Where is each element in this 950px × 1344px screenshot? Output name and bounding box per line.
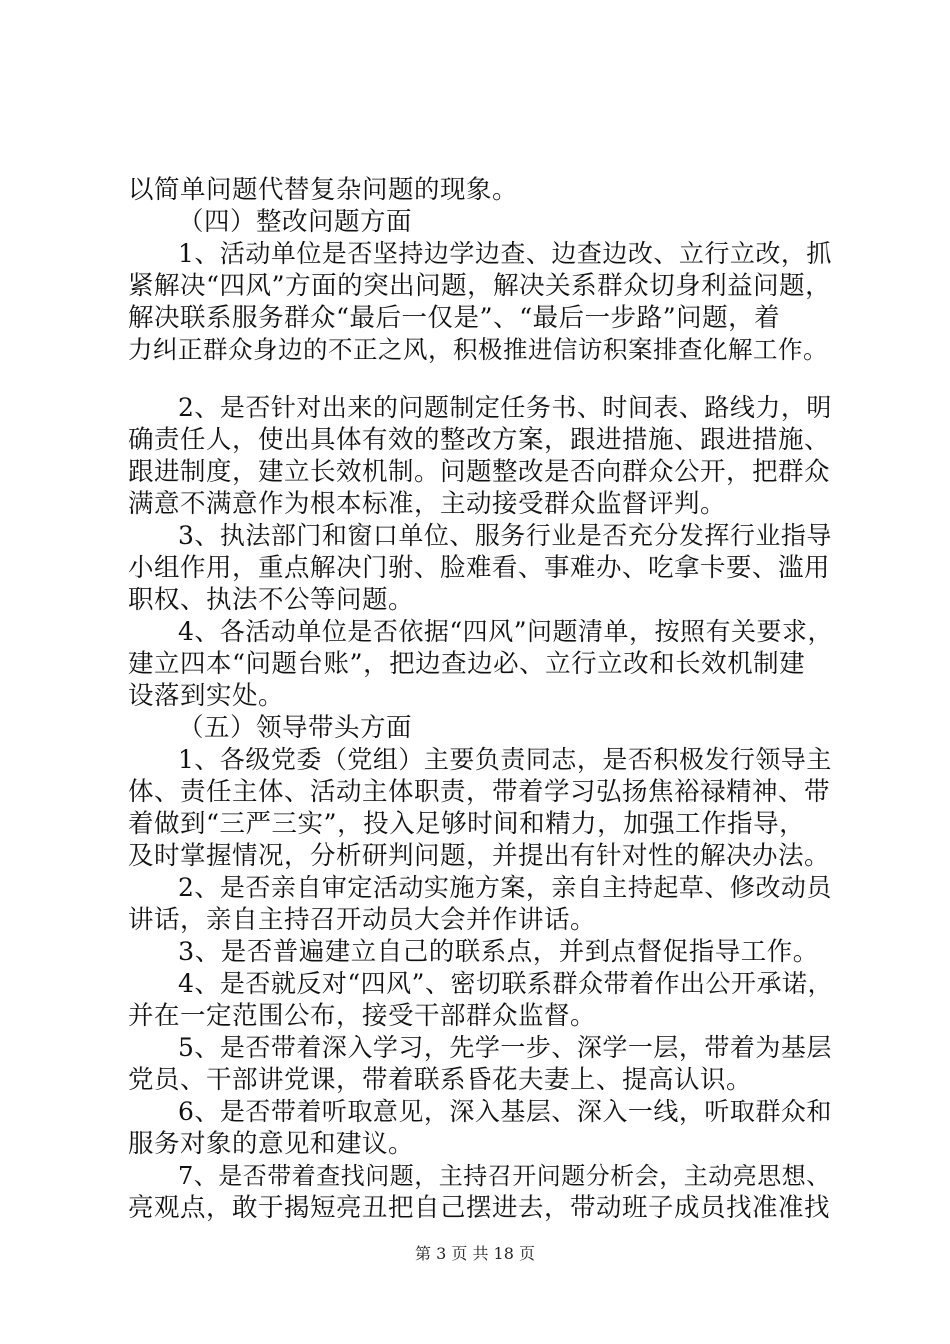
page-number: 第 3 页 共 18 页	[415, 1244, 535, 1263]
body-line: 4、是否就反对“四风”、密切联系群众带着作出公开承诺，	[178, 969, 833, 998]
body-line: 讲话，亲自主持召开动员大会并作讲话。	[128, 905, 597, 935]
body-line: 亮观点，敢于揭短亮丑把自己摆进去，带动班子成员找准准找	[128, 1193, 831, 1223]
body-line: 跟进制度，建立长效机制。问题整改是否向群众公开，把群众	[128, 457, 831, 487]
body-line: 服务对象的意见和建议。	[128, 1129, 415, 1159]
body-line: 确责任人，使出具体有效的整改方案，跟进措施、跟进措施、	[128, 425, 831, 455]
body-line: 设落到实处。	[128, 681, 285, 711]
body-line: 职权、执法不公等问题。	[128, 585, 415, 615]
body-line: 满意不满意作为根本标准，主动接受群众监督评判。	[128, 489, 727, 519]
body-line: 及时掌握情况，分析研判问题，并提出有针对性的解决办法。	[128, 841, 831, 871]
body-line: 3、是否普遍建立自己的联系点，并到点督促指导工作。	[178, 937, 819, 967]
body-line: 小组作用，重点解决门驸、脸难看、事难办、吃拿卡要、滥用	[128, 553, 831, 583]
body-line: 3、执法部门和窗口单位、服务行业是否充分发挥行业指导	[178, 521, 832, 550]
body-line: 1、各级党委（党组）主要负责同志，是否积极发行领导主	[178, 745, 832, 774]
body-line: 2、是否针对出来的问题制定任务书、时间表、路线力，明	[178, 393, 832, 422]
body-line: 4、各活动单位是否依据“四风”问题清单，按照有关要求，	[178, 617, 833, 646]
body-line: 紧解决“四风”方面的突出问题，解决关系群众切身利益问题，	[128, 271, 832, 301]
body-line: 以简单问题代替复杂问题的现象。	[128, 175, 519, 205]
body-line: 着做到“三严三实”，投入足够时间和精力，加强工作指导，	[128, 809, 806, 839]
section-heading: （四）整改问题方面	[178, 207, 413, 237]
body-line: 党员、干部讲党课，带着联系昏花夫妻上、提高认识。	[128, 1065, 753, 1095]
body-line: 5、是否带着深入学习，先学一步、深学一层，带着为基层	[178, 1033, 832, 1062]
body-line: 1、活动单位是否坚持边学边查、边查边改、立行立改，抓	[178, 239, 832, 268]
body-line: 解决联系服务群众“最后一仅是”、“最后一步路”问题，着	[128, 303, 781, 333]
body-line: 6、是否带着听取意见，深入基层、深入一线，听取群众和	[178, 1097, 832, 1126]
body-line: 7、是否带着查找问题，主持召开问题分析会，主动亮思想、	[178, 1162, 831, 1190]
body-line: 建立四本“问题台账”，把边查边必、立行立改和长效机制建	[128, 649, 806, 679]
body-line: 力纠正群众身边的不正之风，积极推进信访积案排查化解工作。	[128, 335, 828, 364]
body-line: 体、责任主体、活动主体职责，带着学习弘扬焦裕禄精神、带	[128, 777, 831, 807]
section-heading: （五）领导带头方面	[178, 713, 413, 743]
body-line: 并在一定范围公布，接受干部群众监督。	[128, 1001, 597, 1031]
body-line: 2、是否亲自审定活动实施方案，亲自主持起草、修改动员	[178, 873, 832, 902]
